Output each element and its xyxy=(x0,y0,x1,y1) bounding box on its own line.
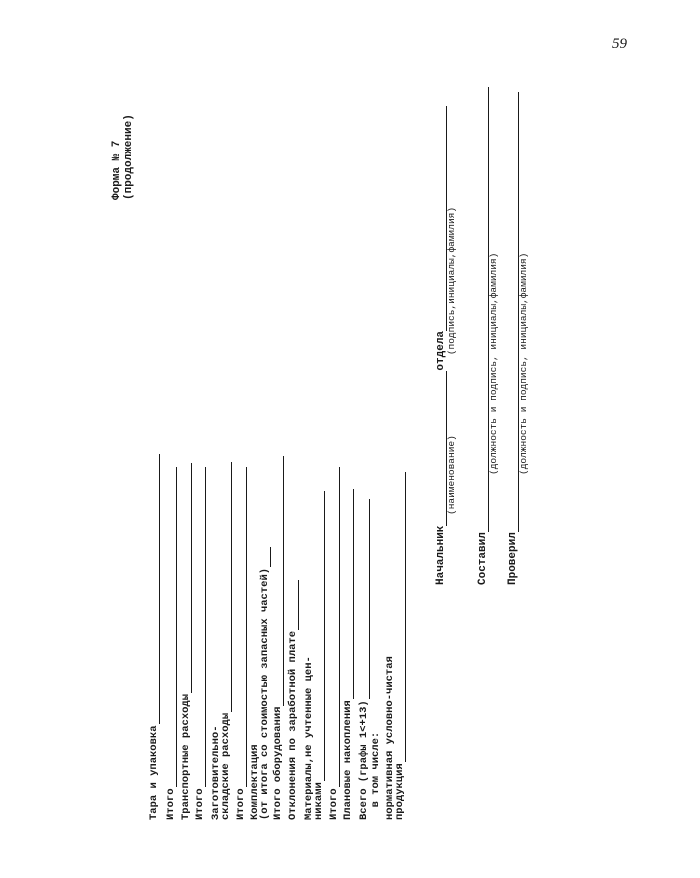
item-label: Итого xyxy=(235,788,247,820)
fill-in-line[interactable] xyxy=(204,467,206,787)
item-label: Итого xyxy=(328,788,340,820)
item-label: (от итога со стоимостью запасных частей) xyxy=(259,567,271,820)
fill-in-line[interactable] xyxy=(338,467,340,787)
item-label: Плановые накопления xyxy=(342,700,354,820)
signature-line-1 xyxy=(477,87,499,585)
fill-in-line[interactable] xyxy=(323,491,325,781)
list-item xyxy=(166,467,177,820)
signature-line-0 xyxy=(435,106,457,585)
item-label: Комплектация xyxy=(249,744,261,820)
item-label: Отклонения по заработной плате xyxy=(287,630,299,820)
item-label: нормативная условно-чистая xyxy=(384,656,396,820)
list-item xyxy=(314,491,325,820)
list-item xyxy=(273,456,284,820)
list-item xyxy=(329,467,340,820)
item-label: Материалы,не учтенные цен- xyxy=(303,656,315,820)
list-item xyxy=(371,732,382,820)
fill-in-line[interactable] xyxy=(368,499,370,699)
form-title-main: Форма № 7 xyxy=(111,140,123,200)
list-item xyxy=(343,489,354,820)
list-item xyxy=(288,580,299,820)
fill-in-line[interactable] xyxy=(282,456,284,706)
page-number: 59 xyxy=(612,36,627,52)
list-item xyxy=(395,472,406,820)
signature-caption: (должность и подпись, инициалы,фамилия) xyxy=(518,252,529,475)
list-item xyxy=(195,467,206,820)
item-label: никами xyxy=(313,782,325,820)
form-title-sub: (продолжение) xyxy=(123,114,135,200)
list-item xyxy=(236,467,247,820)
form-title xyxy=(111,114,135,200)
rotated-form xyxy=(111,40,565,820)
item-label: Итого оборудования xyxy=(272,706,284,820)
fill-in-line[interactable] xyxy=(158,454,160,724)
signature-label: Начальник xyxy=(435,525,447,585)
item-label: Итого xyxy=(165,788,177,820)
signature-caption: (подпись,инициалы,фамилия) xyxy=(446,206,457,356)
signature-label: Проверил xyxy=(507,532,519,585)
item-label: Итого xyxy=(194,788,206,820)
item-label: Заготовительно- xyxy=(210,725,222,820)
fill-in-line[interactable] xyxy=(404,472,406,762)
item-label: в том числе: xyxy=(370,731,382,820)
list-item xyxy=(149,454,160,820)
fill-in-line[interactable] xyxy=(230,462,232,712)
list-item xyxy=(359,499,370,820)
fill-in-line[interactable] xyxy=(245,467,247,787)
signature-after-label: отдела xyxy=(435,330,447,371)
signature-caption: (наименование) xyxy=(446,435,457,515)
signature-caption: (должность и подпись, инициалы,фамилия) xyxy=(488,252,499,475)
item-label: Транспортные расходы xyxy=(180,693,192,820)
fill-in-line[interactable] xyxy=(269,547,271,567)
list-item xyxy=(221,462,232,820)
item-label: складские расходы xyxy=(220,712,232,820)
signature-label: Составил xyxy=(477,532,489,585)
item-label: Тара и упаковка xyxy=(148,725,160,820)
item-label: Всего (графы 1<+13) xyxy=(358,700,370,820)
fill-in-line[interactable] xyxy=(352,489,354,699)
fill-in-line[interactable] xyxy=(190,463,192,693)
item-label: продукция xyxy=(394,763,406,820)
fill-in-line[interactable] xyxy=(175,467,177,787)
list-item xyxy=(181,463,192,820)
signature-line-2 xyxy=(507,92,529,585)
list-item xyxy=(260,547,271,820)
fill-in-line[interactable] xyxy=(297,580,299,630)
